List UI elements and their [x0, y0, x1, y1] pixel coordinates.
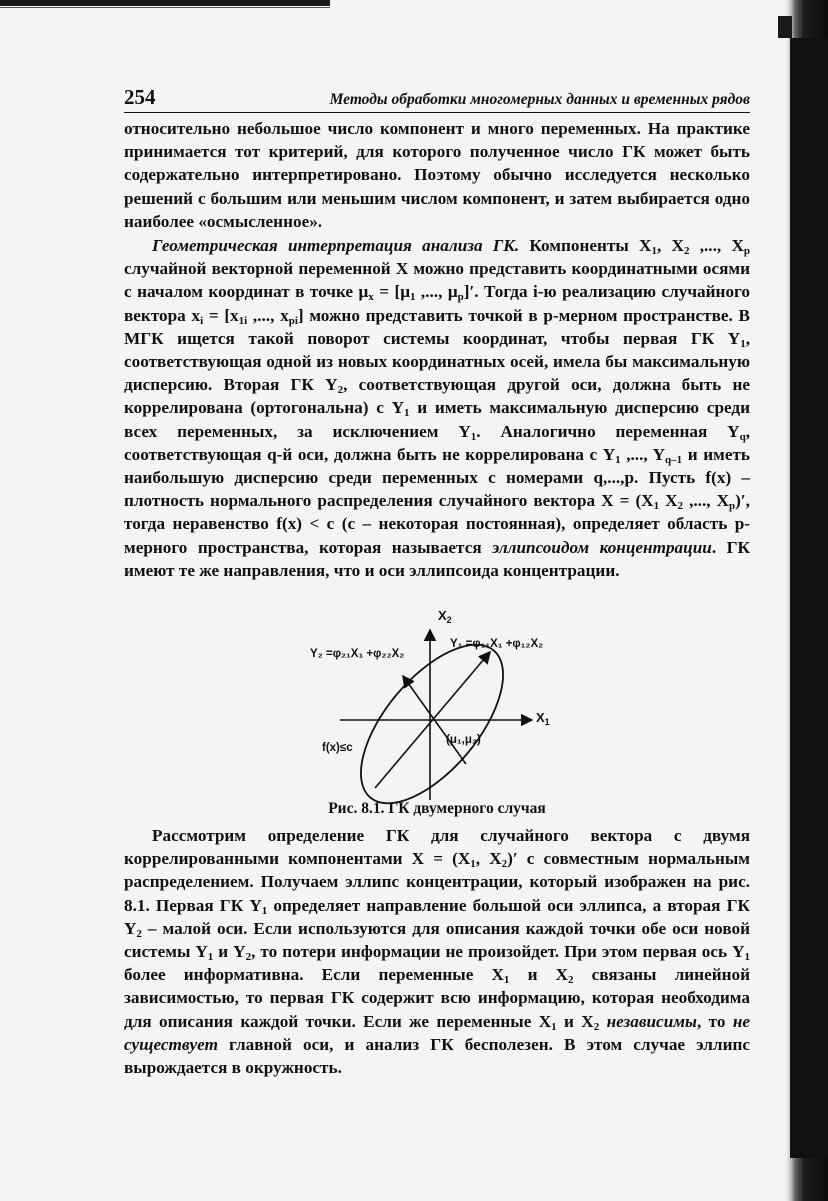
scan-edge-line	[0, 7, 330, 8]
book-binding-shadow	[770, 0, 828, 1201]
label-density-condition: f(x)≤c	[322, 742, 353, 754]
figure-caption: Рис. 8.1. ГК двумерного случая	[328, 800, 546, 817]
paragraph-2	[124, 234, 750, 582]
paragraph-1	[124, 117, 750, 233]
paragraph-3	[124, 824, 750, 1079]
label-y1-equation: Y₁ =φ₁₁X₁ +φ₁₂X₂	[450, 638, 544, 650]
figure-8-1	[300, 604, 600, 804]
paragraph-2-text: Геометрическая интерпретация анализа ГК. Компоненты $X_1$, $X_2$ ,..., $X_p$ случайной векторной переменной X можно представить координатными осями с началом координат в точке $\mu_x = [\mu_1$ ,..., $\mu_p]'$. Тогда i-ю реализацию случайного вектора $x_i = [x_{1i}$ ,..., $x_{pi}$] можно представить точкой в p-мерном пространстве. В МГК ищется такой поворот системы координат, чтобы первая ГК $Y_1$, соответствующая одной из новых координатных осей, имела бы максимальную дисперсию. Вторая ГК $Y_2$, соответствующая другой оси, должна быть не коррелирована (ортогональна) с $Y_1$ и иметь максимальную дисперсию среди всех переменных, за исключением $Y_1$. Аналогично переменная $Y_q$, соответствующая q-й оси, должна быть не коррелирована с $Y_1$ ,..., $Y_{q-1}$ и иметь наибольшую дисперсию среди переменных с номерами q,...,p. Пусть f(x) – плотность нормального распределения случайного вектора $X = (X_1$ $X_2$ ,..., $X_p)'$, тогда неравенство f(x) < c (c – некоторая постоянная), определяет область p-мерного пространства, которая называется эллипсоидом концентрации. ГК имеют те же направления, что и оси эллипсоида концентрации.	[124, 236, 751, 580]
label-y2-equation: Y₂ =φ₂₁X₁ +φ₂₂X₂	[310, 648, 405, 660]
label-x1: $X_1$	[536, 710, 550, 727]
term-independent: независимы	[606, 1011, 697, 1031]
section-heading: Геометрическая интерпретация анализа ГК.	[152, 236, 520, 255]
running-title: Методы обработки многомерных данных и временных рядов	[329, 91, 750, 108]
page-number: 254	[124, 85, 156, 109]
pca-ellipse-diagram	[300, 604, 600, 804]
paragraph-1-text: относительно небольшое число компонент и много переменных. На практике принимается тот критерий, для которого полученное число ГК может быть содержательно интерпретировано. Поэтому обычно исследуется несколько решений с большим или меньшим числом компонент, и затем выбирается одно наиболее «осмысленное».	[124, 119, 750, 231]
term-concentration-ellipsoid: эллипсоидом концентрации	[492, 537, 712, 557]
scan-edge-bar	[0, 0, 330, 6]
page-header	[124, 86, 750, 113]
label-mean-point: (μ₁,μ₂)	[446, 734, 481, 746]
term-does-not-exist: не существует	[124, 1011, 750, 1054]
paragraph-3-text: Рассмотрим определение ГК для случайного вектора с двумя коррелированными компонентами $X = (X_1$, $X_2)'$ с совместным нормальным распределением. Получаем эллипс концентрации, который изображен на рис. 8.1. Первая ГК $Y_1$ определяет направление большой оси эллипса, а вторая ГК $Y_2$ – малой оси. Если используются для описания каждой точки обе оси новой системы $Y_1$ и $Y_2$, то потери информации не произойдет. При этом первая ось $Y_1$ более информативна. Если переменные $X_1$ и $X_2$ связаны линейной зависимостью, то первая ГК содержит всю информацию, которая необходима для описания каждой точки. Если же переменные $X_1$ и $X_2$ независимы, то не существует главной оси, и анализ ГК бесполезен. В этом случае эллипс вырождается в окружность.	[124, 826, 751, 1078]
label-x2: $X_2$	[438, 608, 452, 625]
